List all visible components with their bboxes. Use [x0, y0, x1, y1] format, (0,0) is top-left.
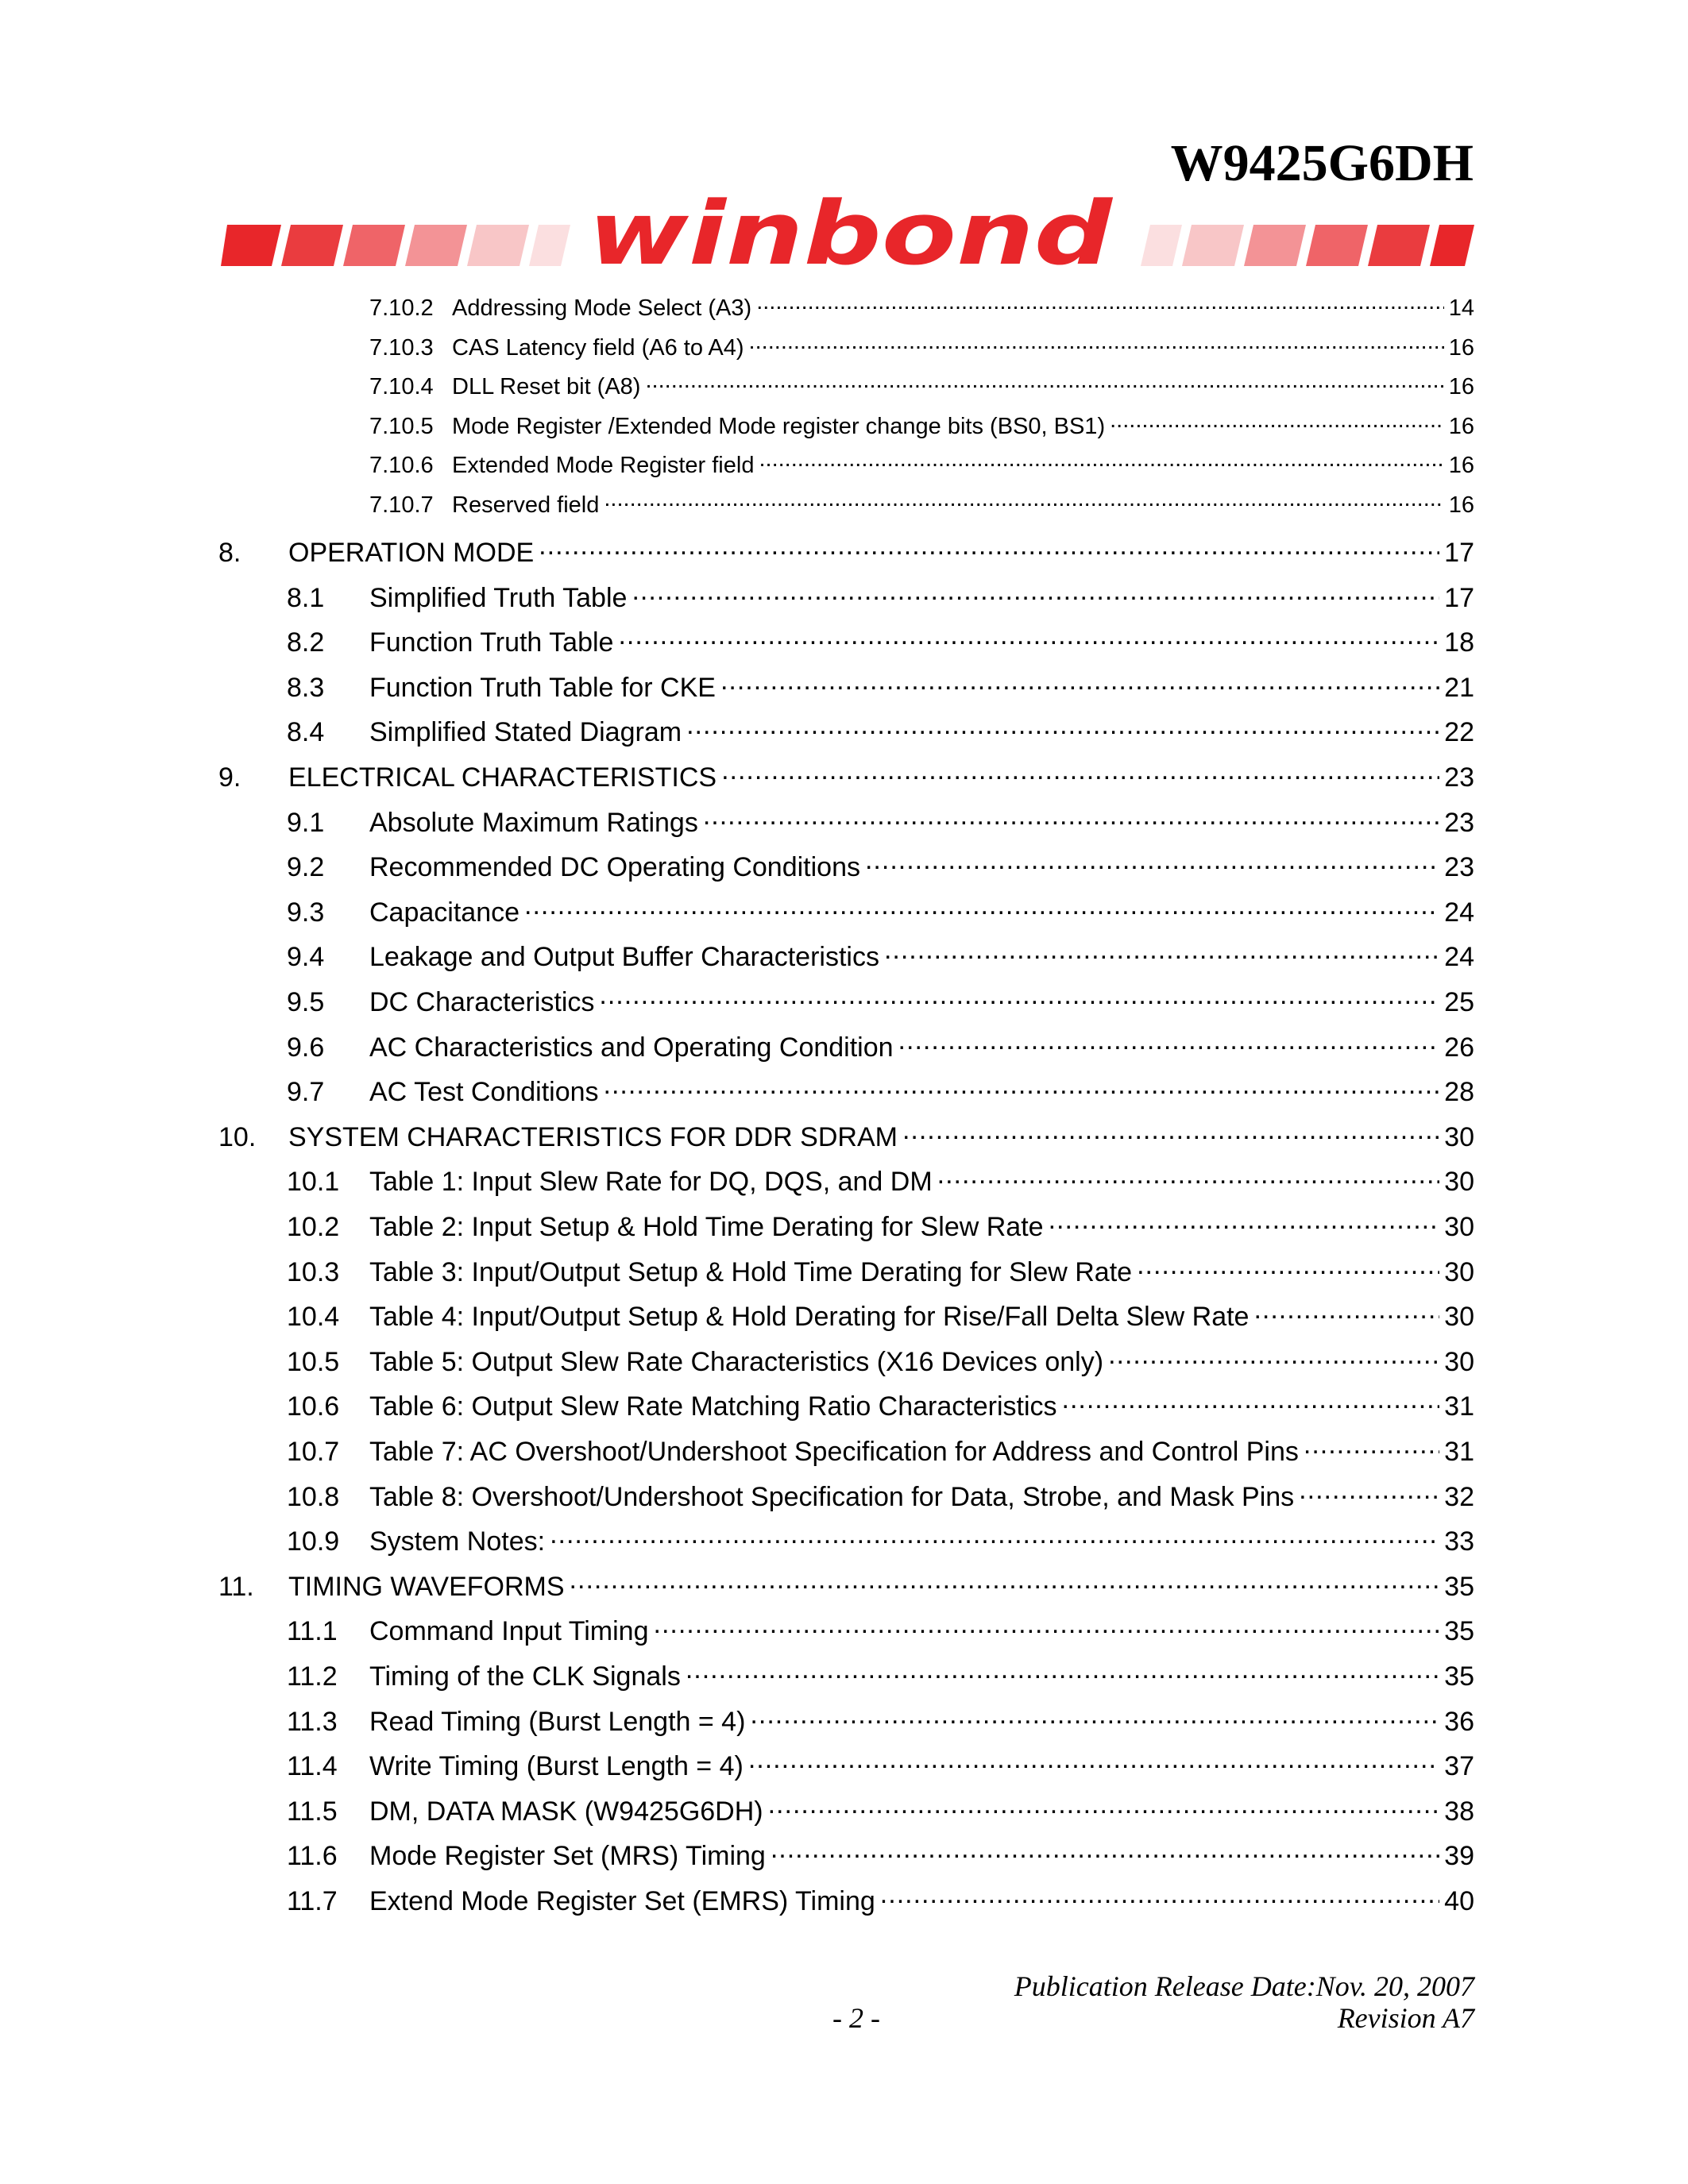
toc-entry-title: Extend Mode Register Set (EMRS) Timing — [369, 1886, 875, 1916]
toc-entry-title: OPERATION MODE — [288, 538, 535, 568]
toc-entry-title: Extended Mode Register field — [452, 453, 755, 478]
toc-entry-title: SYSTEM CHARACTERISTICS FOR DDR SDRAM — [288, 1121, 898, 1152]
toc-entry[interactable] — [369, 489, 1474, 519]
toc-dot-leader — [604, 1074, 1440, 1101]
toc-entry-number: 9.1 — [287, 807, 325, 838]
toc-entry-number: 8.3 — [287, 672, 325, 703]
toc-entry-number: 8.4 — [287, 717, 325, 748]
toc-entry[interactable] — [218, 759, 1474, 793]
toc-entry-number: 8. — [218, 538, 241, 568]
toc-entry[interactable] — [287, 984, 1474, 1018]
toc-entry-title: Addressing Mode Select (A3) — [452, 295, 752, 321]
toc-entry-number: 10.8 — [287, 1481, 340, 1512]
toc-entry-title: AC Characteristics and Operating Condition — [369, 1032, 894, 1063]
toc-entry-page: 30 — [1444, 1212, 1474, 1242]
toc-entry-page: 36 — [1444, 1706, 1474, 1737]
toc-entry-page: 24 — [1444, 942, 1474, 973]
toc-entry-page: 37 — [1444, 1751, 1474, 1782]
toc-entry-number: 10.1 — [287, 1167, 340, 1198]
toc-dot-leader — [1110, 411, 1444, 434]
toc-entry-page: 21 — [1444, 672, 1474, 703]
toc-entry-title: Simplified Truth Table — [369, 582, 628, 613]
toc-dot-leader — [604, 489, 1443, 512]
toc-entry-page: 39 — [1444, 1841, 1474, 1872]
toc-dot-leader — [524, 894, 1439, 921]
toc-dot-leader — [880, 1883, 1439, 1910]
toc-dot-leader — [1049, 1209, 1440, 1236]
toc-entry-title: TIMING WAVEFORMS — [288, 1571, 565, 1602]
toc-dot-leader — [632, 580, 1439, 607]
toc-entry-title: Leakage and Output Buffer Characteristics — [369, 942, 879, 973]
toc-dot-leader — [749, 332, 1444, 355]
toc-entry-page: 32 — [1444, 1481, 1474, 1512]
toc-entry[interactable] — [218, 1569, 1474, 1603]
toc-entry-page: 16 — [1448, 453, 1474, 478]
toc-entry[interactable] — [287, 1433, 1474, 1468]
toc-entry-page: 18 — [1444, 627, 1474, 658]
toc-dot-leader — [768, 1793, 1440, 1820]
toc-entry[interactable] — [287, 580, 1474, 614]
toc-entry[interactable] — [287, 939, 1474, 973]
toc-entry[interactable] — [287, 1613, 1474, 1647]
toc-entry[interactable] — [287, 1298, 1474, 1333]
toc-entry[interactable] — [287, 624, 1474, 658]
toc-entry-number: 10. — [218, 1121, 257, 1152]
toc-dot-leader — [902, 1119, 1439, 1146]
toc-entry-page: 14 — [1448, 295, 1474, 321]
toc-dot-leader — [703, 805, 1439, 832]
toc-entry[interactable] — [287, 849, 1474, 883]
winbond-logo — [221, 195, 1474, 274]
toc-entry[interactable] — [369, 411, 1474, 440]
toc-entry-title: Mode Register /Extended Mode register change bits (BS0, BS1) — [452, 413, 1106, 439]
toc-entry[interactable] — [369, 292, 1474, 322]
toc-entry-page: 30 — [1444, 1256, 1474, 1287]
toc-entry[interactable] — [287, 1748, 1474, 1782]
toc-entry-number: 8.2 — [287, 627, 325, 658]
toc-dot-leader — [748, 1748, 1439, 1775]
toc-entry-number: 7.10.6 — [369, 453, 434, 478]
toc-entry-title: Timing of the CLK Signals — [369, 1661, 681, 1692]
toc-entry-page: 30 — [1444, 1167, 1474, 1198]
toc-entry-title: DC Characteristics — [369, 987, 595, 1017]
toc-entry-title: Function Truth Table — [369, 627, 614, 658]
toc-entry-number: 8.1 — [287, 582, 325, 613]
toc-dot-leader — [539, 534, 1439, 561]
toc-entry-number: 11.4 — [287, 1751, 338, 1782]
toc-dot-leader — [599, 984, 1439, 1011]
toc-entry-number: 10.7 — [287, 1437, 340, 1467]
toc-entry[interactable] — [287, 1838, 1474, 1872]
toc-entry-title: Table 5: Output Slew Rate Characteristics (X16 Devices only) — [369, 1346, 1104, 1377]
toc-dot-leader — [759, 450, 1443, 473]
toc-entry-page: 23 — [1444, 762, 1474, 793]
toc-entry[interactable] — [287, 805, 1474, 839]
toc-dot-leader — [865, 849, 1439, 876]
toc-entry-page: 16 — [1448, 492, 1474, 518]
toc-entry-title: ELECTRICAL CHARACTERISTICS — [288, 762, 717, 793]
toc-entry-title: Simplified Stated Diagram — [369, 717, 682, 748]
toc-entry-title: Table 2: Input Setup & Hold Time Derating for Slew Rate — [369, 1212, 1044, 1242]
toc-entry[interactable] — [287, 669, 1474, 704]
page-footer — [0, 1970, 1688, 2065]
toc-entry-title: Write Timing (Burst Length = 4) — [369, 1751, 744, 1782]
page-header — [0, 0, 1688, 274]
toc-dot-leader — [721, 759, 1439, 786]
toc-entry-number: 11. — [218, 1571, 254, 1602]
toc-entry-number: 11.1 — [287, 1616, 338, 1647]
toc-entry-number: 10.3 — [287, 1256, 340, 1287]
toc-entry-number: 9.3 — [287, 897, 325, 928]
toc-entry[interactable] — [287, 1344, 1474, 1378]
toc-entry[interactable] — [287, 1658, 1474, 1692]
toc-dot-leader — [1304, 1433, 1439, 1461]
toc-entry-number: 7.10.4 — [369, 374, 434, 399]
toc-entry[interactable] — [287, 1388, 1474, 1422]
toc-dot-leader — [1299, 1479, 1439, 1506]
toc-entry-page: 17 — [1444, 538, 1474, 568]
part-number: W9425G6DH — [1170, 134, 1474, 192]
toc-entry-number: 11.6 — [287, 1841, 338, 1872]
toc-entry-page: 35 — [1444, 1571, 1474, 1602]
toc-entry-number: 9.7 — [287, 1077, 325, 1108]
toc-dot-leader — [645, 371, 1443, 394]
toc-entry-number: 9.6 — [287, 1032, 325, 1063]
toc-entry-page: 23 — [1444, 807, 1474, 838]
toc-entry-title: CAS Latency field (A6 to A4) — [452, 334, 744, 361]
toc-entry-page: 35 — [1444, 1616, 1474, 1647]
toc-entry-number: 11.2 — [287, 1661, 338, 1692]
toc-entry-number: 11.5 — [287, 1796, 338, 1827]
toc-entry-number: 11.3 — [287, 1706, 338, 1737]
toc-entry[interactable] — [287, 894, 1474, 928]
toc-entry-number: 9. — [218, 762, 241, 793]
toc-entry-number: 10.6 — [287, 1391, 340, 1422]
toc-entry-title: AC Test Conditions — [369, 1077, 599, 1108]
toc-entry-page: 16 — [1448, 374, 1474, 399]
publication-date: Publication Release Date:Nov. 20, 2007 — [1014, 1970, 1474, 2002]
toc-entry-page: 17 — [1444, 582, 1474, 613]
toc-entry-title: Recommended DC Operating Conditions — [369, 852, 860, 883]
toc-entry[interactable] — [287, 1883, 1474, 1917]
toc-entry-title: System Notes: — [369, 1526, 546, 1557]
toc-entry-page: 33 — [1444, 1526, 1474, 1557]
toc-entry-number: 7.10.7 — [369, 492, 434, 518]
toc-dot-leader — [1062, 1388, 1440, 1415]
toc-entry[interactable] — [287, 1704, 1474, 1738]
revision: Revision A7 — [1337, 2002, 1474, 2034]
toc-entry-number: 10.9 — [287, 1526, 340, 1557]
toc-entry-page: 31 — [1444, 1437, 1474, 1467]
toc-entry-page: 38 — [1444, 1796, 1474, 1827]
toc-entry-page: 25 — [1444, 987, 1474, 1017]
toc-entry-number: 7.10.5 — [369, 413, 434, 439]
toc-dot-leader — [618, 624, 1439, 651]
logo-wordmark: winbond — [588, 195, 1114, 274]
toc-dot-leader — [550, 1523, 1439, 1550]
toc-entry[interactable] — [287, 1029, 1474, 1063]
toc-entry[interactable] — [369, 371, 1474, 400]
toc-entry[interactable] — [287, 1793, 1474, 1827]
toc-entry-page: 28 — [1444, 1077, 1474, 1108]
toc-dot-leader — [1108, 1344, 1439, 1371]
toc-entry-title: Mode Register Set (MRS) Timing — [369, 1841, 766, 1872]
toc-entry-number: 7.10.3 — [369, 334, 434, 361]
logo-right-stripes — [1141, 225, 1474, 266]
toc-entry-page: 30 — [1444, 1302, 1474, 1333]
toc-entry-page: 30 — [1444, 1346, 1474, 1377]
toc-entry-page: 23 — [1444, 852, 1474, 883]
toc-entry[interactable] — [287, 1163, 1474, 1198]
toc-entry-page: 40 — [1444, 1886, 1474, 1916]
toc-entry-number: 10.5 — [287, 1346, 340, 1377]
toc-dot-leader — [1253, 1298, 1439, 1325]
toc-dot-leader — [686, 714, 1439, 741]
toc-entry-title: Command Input Timing — [369, 1616, 649, 1647]
toc-entry-title: Table 6: Output Slew Rate Matching Ratio Characteristics — [369, 1391, 1057, 1422]
toc-entry-number: 7.10.2 — [369, 295, 434, 321]
toc-entry-title: Table 4: Input/Output Setup & Hold Derating for Rise/Fall Delta Slew Rate — [369, 1302, 1250, 1333]
toc-dot-leader — [1137, 1254, 1439, 1281]
toc-entry-page: 16 — [1448, 413, 1474, 439]
toc-dot-leader — [654, 1613, 1440, 1640]
toc-dot-leader — [750, 1704, 1439, 1731]
toc-entry-title: Capacitance — [369, 897, 520, 928]
toc-entry-title: DM, DATA MASK (W9425G6DH) — [369, 1796, 763, 1827]
toc-entry[interactable] — [369, 450, 1474, 479]
toc-entry-number: 9.5 — [287, 987, 325, 1017]
toc-entry-page: 16 — [1448, 334, 1474, 361]
toc-entry-title: Absolute Maximum Ratings — [369, 807, 698, 838]
toc-entry[interactable] — [287, 1523, 1474, 1557]
toc-entry-number: 10.4 — [287, 1302, 340, 1333]
toc-entry-page: 24 — [1444, 897, 1474, 928]
toc-entry-page: 35 — [1444, 1661, 1474, 1692]
toc-entry-title: DLL Reset bit (A8) — [452, 374, 641, 399]
toc-dot-leader — [570, 1569, 1440, 1596]
toc-entry[interactable] — [287, 714, 1474, 748]
toc-entry-number: 9.2 — [287, 852, 325, 883]
toc-entry-title: Table 1: Input Slew Rate for DQ, DQS, and DM — [369, 1167, 933, 1198]
toc-dot-leader — [720, 669, 1439, 696]
toc-entry-number: 9.4 — [287, 942, 325, 973]
toc-entry-title: Table 8: Overshoot/Undershoot Specification for Data, Strobe, and Mask Pins — [369, 1481, 1295, 1512]
logo-left-stripes — [221, 225, 570, 266]
toc-entry-number: 11.7 — [287, 1886, 338, 1916]
toc-dot-leader — [898, 1029, 1440, 1056]
toc-dot-leader — [771, 1838, 1439, 1865]
toc-dot-leader — [756, 292, 1444, 315]
toc-entry-page: 30 — [1444, 1121, 1474, 1152]
toc-dot-leader — [884, 939, 1439, 966]
toc-entry[interactable] — [287, 1209, 1474, 1243]
toc-entry-page: 31 — [1444, 1391, 1474, 1422]
toc-entry[interactable] — [218, 1119, 1474, 1153]
toc-entry-page: 22 — [1444, 717, 1474, 748]
toc-entry[interactable] — [218, 534, 1474, 569]
toc-entry-title: Table 3: Input/Output Setup & Hold Time Derating for Slew Rate — [369, 1256, 1133, 1287]
toc-entry-title: Table 7: AC Overshoot/Undershoot Specification for Address and Control Pins — [369, 1437, 1299, 1467]
toc-entry[interactable] — [287, 1479, 1474, 1513]
page-number: - 2 - — [832, 2002, 880, 2034]
toc-entry-title: Reserved field — [452, 492, 600, 518]
toc-dot-leader — [686, 1658, 1439, 1685]
toc-entry[interactable] — [369, 332, 1474, 361]
toc-entry-page: 26 — [1444, 1032, 1474, 1063]
toc-entry-title: Read Timing (Burst Length = 4) — [369, 1706, 746, 1737]
toc-entry-number: 10.2 — [287, 1212, 340, 1242]
toc-entry[interactable] — [287, 1254, 1474, 1288]
toc-dot-leader — [937, 1163, 1440, 1190]
toc-entry[interactable] — [287, 1074, 1474, 1108]
toc-entry-title: Function Truth Table for CKE — [369, 672, 716, 703]
